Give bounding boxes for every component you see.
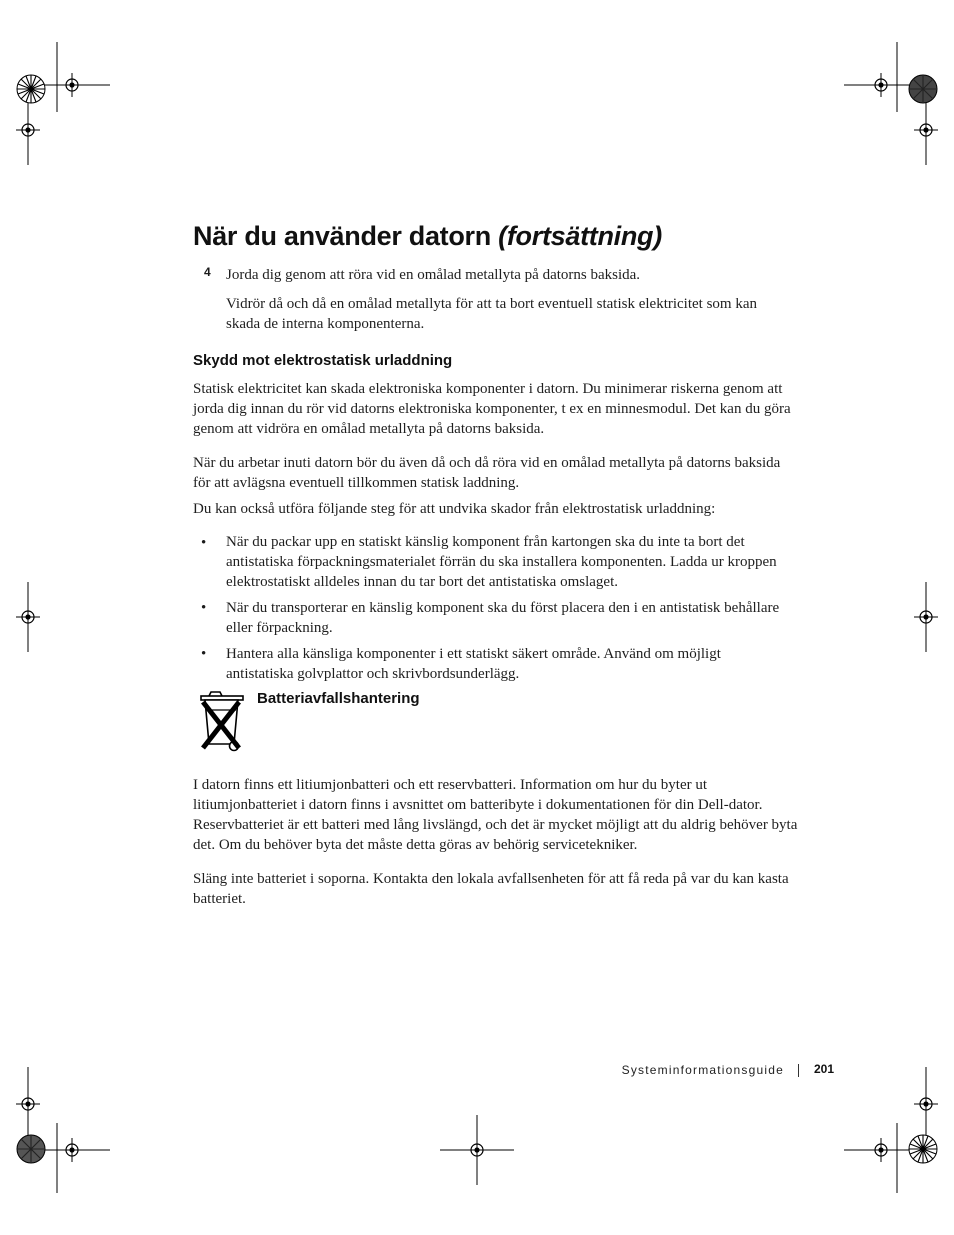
step-detail: Vidrör då och då en omålad metallyta för att ta bort eventuell statisk elektricitet som kan skada de interna komponenterna. <box>226 296 758 332</box>
bullet-item: Hantera alla känsliga komponenter i ett statiskt säkert område. Använd om möjligt antistatiska golvplattor och skrivbordsunderlägg. <box>226 646 721 682</box>
battery-heading: Batteriavfallshantering <box>257 690 420 707</box>
footer-guide-name: Systeminformationsguide <box>621 1063 784 1077</box>
page-number: 201 <box>814 1062 835 1076</box>
battery-paragraph-2: Släng inte batteriet i soporna. Kontakta den lokala avfallsenheten för att få reda på var du kan kasta batteriet. <box>193 871 789 907</box>
page-title-main: När du använder datorn <box>193 221 491 251</box>
star-target-icon <box>908 74 938 104</box>
esd-paragraph-1: Statisk elektricitet kan skada elektroniska komponenter i datorn. Du minimerar riskerna genom att jorda dig innan du rör vid datorns elektroniska komponenter, t ex en minnesmodul. Det kan du göra genom att vidröra en omålad metallyta på datorns baksida. <box>193 381 791 437</box>
bullet-marker: • <box>201 600 207 616</box>
bullet-marker: • <box>201 646 207 662</box>
bullet-item: När du packar upp en statiskt känslig komponent från kartongen ska du inte ta bort det antistatiska förpackningsmaterialet förrän du ska installera komponenten. Ladda ur kroppen elektrostatiskt alldeles innan du tar bort det antistatiska omslaget. <box>226 534 777 590</box>
step-number: 4 <box>204 265 211 279</box>
star-target-icon <box>16 74 46 104</box>
esd-paragraph-2: När du arbetar inuti datorn bör du även då och då röra vid en omålad metallyta på datorns baksida för att avlägsna eventuell tillkommen statisk laddning. <box>193 455 781 491</box>
star-target-icon <box>16 1134 46 1164</box>
bullet-marker: • <box>201 535 207 551</box>
page-title <box>193 221 662 252</box>
page-title-continued: (fortsättning) <box>498 221 662 251</box>
crossed-out-wheelie-bin-icon <box>196 690 248 754</box>
battery-paragraph-1: I datorn finns ett litiumjonbatteri och ett reservbatteri. Information om hur du byter ut litiumjonbatteriet i datorn finns i avsnittet om batteribyte i dokumentationen för din Dell-dator. Reservbatteriet är ett batteri med lång livslängd, och det är mycket möjligt att du aldrig behöver byta det. Om du behöver byta det måste detta göras av behörig servicetekniker. <box>193 777 798 853</box>
star-target-icon <box>908 1134 938 1164</box>
esd-paragraph-3: Du kan också utföra följande steg för att undvika skador från elektrostatisk urladdning: <box>193 501 716 517</box>
bullet-item: När du transporterar en känslig komponent ska du först placera den i en antistatisk behållare eller förpackning. <box>226 600 780 636</box>
esd-heading: Skydd mot elektrostatisk urladdning <box>193 352 453 369</box>
footer-separator <box>798 1064 799 1077</box>
step-text: Jorda dig genom att röra vid en omålad metallyta på datorns baksida. <box>226 267 641 283</box>
